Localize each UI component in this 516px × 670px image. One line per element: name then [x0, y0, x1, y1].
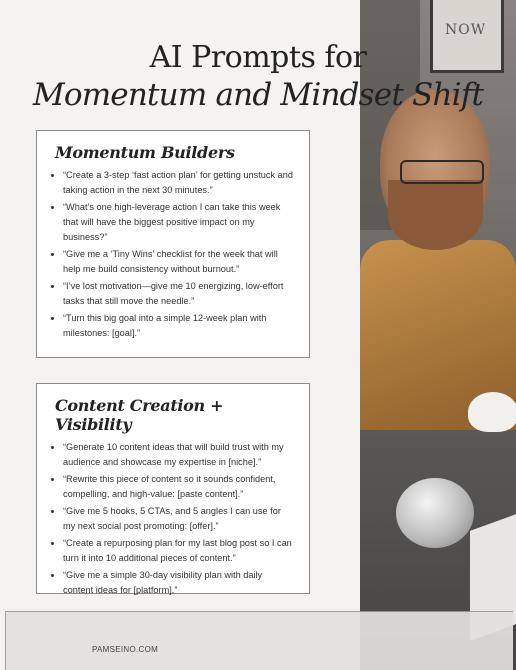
footer-website[interactable]: PAMSEINO.COM — [92, 645, 159, 654]
prompt-item: • “I’ve lost motivation—give me 10 energizing, low-effort tasks that still move the needle.” — [63, 279, 293, 309]
photo-beard — [388, 180, 483, 250]
prompt-list — [49, 440, 293, 598]
title-line-1: AI Prompts for — [149, 40, 367, 75]
poster-text: NOW — [445, 22, 487, 38]
section-heading: Content Creation + Visibility — [55, 396, 224, 434]
prompt-item: • “What’s one high-leverage action I can take this week that will have the biggest positive impact on my business?” — [63, 200, 293, 245]
section-heading: Momentum Builders — [55, 143, 235, 162]
prompt-list — [49, 168, 293, 341]
photo-apple-ornament — [396, 478, 474, 548]
prompt-item: • “Give me 5 hooks, 5 CTAs, and 5 angles I can use for my next social post promoting: [offer].” — [63, 504, 293, 534]
prompt-item: • “Turn this big goal into a simple 12-week plan with milestones: [goal].” — [63, 311, 293, 341]
prompt-item: • “Create a 3-step ‘fast action plan’ for getting unstuck and taking action in the next 30 minutes.” — [63, 168, 293, 198]
photo-coffee-cup — [468, 392, 516, 432]
prompt-item: • “Generate 10 content ideas that will build trust with my audience and showcase my expertise in [niche].” — [63, 440, 293, 470]
photo-glasses — [400, 160, 484, 184]
page-title — [0, 40, 516, 114]
content-creation-card — [36, 383, 310, 594]
footer-bar — [5, 611, 513, 670]
prompt-item: • “Give me a ‘Tiny Wins’ checklist for the week that will help me build consistency without burnout.” — [63, 247, 293, 277]
prompt-item: • “Rewrite this piece of content so it sounds confident, compelling, and high-value: [paste content].” — [63, 472, 293, 502]
prompt-item: • “Create a repurposing plan for my last blog post so I can turn it into 10 additional pieces of content.” — [63, 536, 293, 566]
prompt-item: • “Give me a simple 30-day visibility plan with daily content ideas for [platform].” — [63, 568, 293, 598]
title-line-2: Momentum and Mindset Shift — [32, 77, 484, 113]
momentum-builders-card — [36, 130, 310, 358]
